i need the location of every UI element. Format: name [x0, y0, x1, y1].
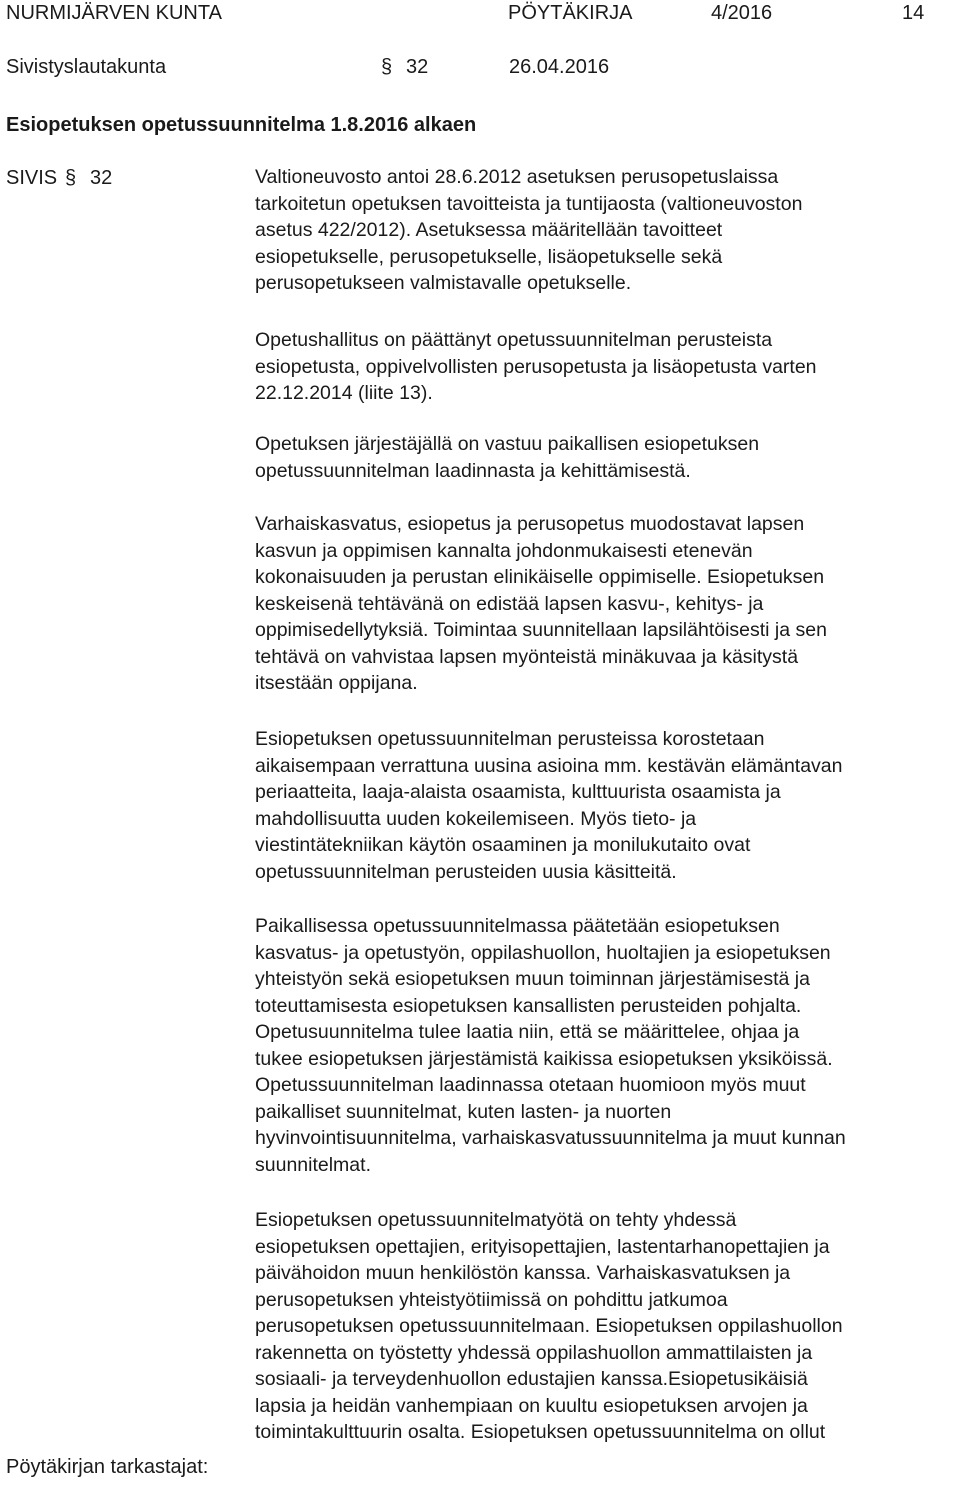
paragraph-6 [255, 913, 960, 1178]
paragraph-text: Opetuksen järjestäjällä on vastuu paikallisen esiopetuksen opetussuunnitelman laadinnasta ja kehittämisestä. [255, 433, 760, 482]
header-page-number: 14 [902, 2, 925, 24]
paragraph-7 [255, 1207, 960, 1446]
footer-inspectors-label: Pöytäkirjan tarkastajat: [6, 1456, 209, 1478]
paragraph-text: Varhaiskasvatus, esiopetus ja perusopetus muodostavat lapsen kasvun ja oppimisen kannalta johdonmukaisesti etenevän kokonaisuuden ja perustan elinikäiselle oppimiselle. Esiopetuksen keskeisenä tehtävänä on edistää lapsen kasvu-, kehitys- ja oppimisedellytyksiä. Toimintaa suunnitellaan lapsilähtöisesti ja sen tehtävä on vahvistaa lapsen myönteistä minäkuvaa ja käsitystä itsestään oppijana. [255, 513, 827, 694]
header-doc-number: 4/2016 [711, 2, 773, 24]
paragraph-3 [255, 431, 960, 484]
header-section-number: 32 [406, 56, 429, 78]
paragraph-4 [255, 511, 960, 697]
header-date: 26.04.2016 [509, 56, 610, 78]
paragraph-5 [255, 726, 960, 885]
paragraph-text: Esiopetuksen opetussuunnitelmatyötä on tehty yhdessä esiopetuksen opettajien, erityisopettajien, lastentarhanopettajien ja päivähoidon muun henkilöstön kanssa. Varhaiskasvatuksen ja perusopetuksen yhteistyötiimissä on pohdittu jatkumoa perusopetuksen opetussuunnitelmaan. Esiopetuksen oppilashuollon rakennetta on työstetty yhdessä oppilashuollon ammattilaisten ja sosiaali- ja terveydenhuollon edustajien kanssa.Esiopetusikäisiä lapsia ja heidän vanhempiaan on kuultu esiopetuksen arvojen ja toimintakulttuurin osalta. Esiopetuksen opetussuunnitelma on ollut [255, 1209, 843, 1443]
header-org: NURMIJÄRVEN KUNTA [6, 2, 222, 24]
document-title: Esiopetuksen opetussuunnitelma 1.8.2016 alkaen [6, 114, 477, 136]
case-ref-section-mark: § [65, 167, 77, 189]
paragraph-text: Opetushallitus on päättänyt opetussuunnitelman perusteista esiopetusta, oppivelvollisten perusopetusta ja lisäopetusta varten 22.12.2014 (liite 13). [255, 329, 817, 404]
paragraph-text: Paikallisessa opetussuunnitelmassa päätetään esiopetuksen kasvatus- ja opetustyön, oppilashuollon, huoltajien ja esiopetuksen yhteistyön sekä esiopetuksen muun toiminnan järjestämisestä ja toteuttamisesta esiopetuksen kansallisten perusteiden pohjalta. Opetusuunnitelma tulee laatia niin, että se määrittelee, ohjaa ja tukee esiopetuksen järjestämistä kaikissa esiopetuksen yksiköissä. Opetussuunnitelman laadinnassa otetaan huomioon myös muut paikalliset suunnitelmat, kuten lasten- ja nuorten hyvinvointisuunnitelma, varhaiskasvatussuunnitelma ja muut kunnan suunnitelmat. [255, 915, 846, 1176]
case-ref-code: SIVIS [6, 167, 58, 189]
paragraph-text: Esiopetuksen opetussuunnitelman perusteissa korostetaan aikaisempaan verrattuna uusina asioina mm. kestävän elämäntavan periaatteita, laaja-alaista osaamista, kulttuurista osaamista ja mahdollisuutta uuden kokeilemiseen. Myös tieto- ja viestintätekniikan käytön osaaminen ja monilukutaito ovat opetussuunnitelman perusteiden uusia käsitteitä. [255, 728, 843, 883]
paragraph-2 [255, 327, 960, 407]
header-doc-type: PÖYTÄKIRJA [508, 2, 633, 24]
header-section-mark: § [381, 56, 393, 78]
paragraph-text: Valtioneuvosto antoi 28.6.2012 asetuksen perusopetuslaissa tarkoitetun opetuksen tavoitteista ja tuntijaosta (valtioneuvoston asetus 422/2012). Asetuksessa määritellään tavoitteet esiopetukselle, perusopetukselle, lisäopetukselle sekä perusopetukseen valmistavalle opetukselle. [255, 166, 803, 294]
case-ref-number: 32 [90, 167, 113, 189]
header-board: Sivistyslautakunta [6, 56, 167, 78]
paragraph-1 [255, 164, 960, 297]
